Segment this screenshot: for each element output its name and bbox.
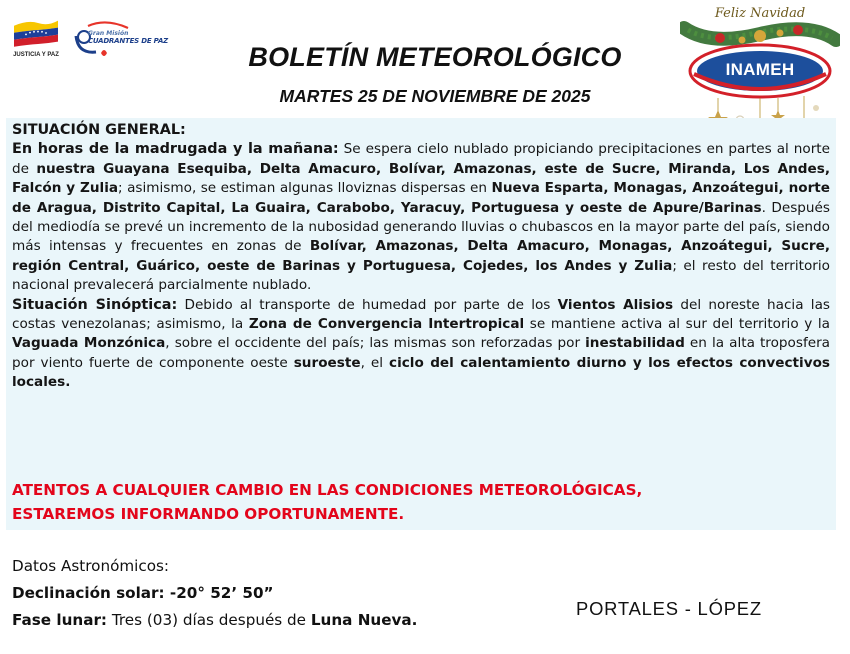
situacion-general-heading: SITUACIÓN GENERAL: [12, 122, 186, 138]
text-run: Se espera cielo nublado propiciando precipitaciones en partes al norte de [12, 141, 831, 177]
sinoptica-label: Situación Sinóptica: [12, 296, 178, 313]
region-list: Nueva Esparta, Monagas, Anzoátegui, norte de Aragua, Distrito Capital, La Guaira, Carabobo, Yaracuy, Portuguesa y oeste de Apure/Barinas [12, 180, 831, 216]
bulletin-title: BOLETÍN METEOROLÓGICO [248, 42, 622, 72]
term: Vientos Alisios [557, 296, 674, 313]
term: inestabilidad [585, 335, 685, 352]
declination-value: -20° 52’ 50” [164, 584, 274, 602]
authors: PORTALES - LÓPEZ [576, 598, 762, 619]
astro-heading: Datos Astronómicos: [12, 557, 170, 575]
region-list: Bolívar, Amazonas, Delta Amacuro, Monagas, Anzoátegui, Sucre, región Central, Guárico, oeste de Barinas y Portuguesa, Cojedes, los Andes y Zulia [12, 238, 830, 274]
bulletin-body [12, 121, 830, 393]
term: Zona de Convergencia Intertropical [248, 316, 525, 333]
term: ciclo del calentamiento diurno y los efectos convectivos locales. [12, 354, 830, 391]
text-run: ; el resto del territorio nacional prevalecerá parcialmente nublado. [12, 257, 830, 294]
text-run: en la alta troposfera por viento fuerte de componente oeste [12, 335, 831, 371]
mission-line-1: Gran Misión [88, 30, 129, 37]
region-list: nuestra Guayana Esequiba, Delta Amacuro, Bolívar, Amazonas, este de Sucre, Miranda, Los Andes, Falcón y Zulia [12, 160, 830, 197]
alert-line-2: ESTAREMOS INFORMANDO OPORTUNAMENTE. [12, 505, 405, 523]
astronomical-data [12, 553, 532, 634]
cuadrantes-de-paz-logo [66, 16, 169, 64]
moon-phase-label: Fase lunar: [12, 611, 108, 629]
mission-line-2: CUADRANTES DE PAZ [88, 37, 169, 45]
bulletin-date: MARTES 25 DE NOVIEMBRE DE 2025 [279, 86, 591, 106]
inameh-brand: INAMEH [725, 60, 795, 79]
alert-line-1: ATENTOS A CUALQUIER CAMBIO EN LAS CONDICIONES METEOROLÓGICAS, [12, 481, 643, 499]
situacion-sinoptica-paragraph [12, 296, 830, 393]
text-run: del noreste hacia las costas venezolanas; asimismo, la [12, 296, 830, 333]
declination-label: Declinación solar: [12, 584, 165, 602]
justicia-paz-logo [10, 20, 62, 60]
text-run: , sobre el occidente del país; las mismas son reforzadas por [165, 335, 586, 352]
moon-phase-value: Luna Nueva. [310, 611, 418, 629]
text-run: se mantiene activa al sur del territorio y la [524, 316, 830, 333]
text-run: Debido al transporte de humedad por parte de los [177, 296, 558, 313]
madrugada-label: En horas de la madrugada y la mañana: [12, 141, 339, 158]
text-run: ; asimismo, se estiman algunas lloviznas dispersas en [118, 180, 492, 197]
situacion-general-paragraph [12, 140, 830, 295]
text-run: , el [360, 354, 390, 371]
moon-phase [12, 607, 532, 634]
term: suroeste [293, 354, 361, 371]
alert-message [12, 478, 832, 526]
text-run: . Después del mediodía se prevé un incremento de la nubosidad generando lluvias o chubascos en la mayor parte del país, siendo más intensas y frecuentes en zonas de [12, 199, 830, 255]
solar-declination [12, 580, 532, 607]
logo-caption: JUSTICIA Y PAZ [13, 52, 59, 58]
term: Vaguada Monzónica [12, 335, 166, 352]
holiday-greeting: Feliz Navidad [714, 6, 806, 21]
moon-phase-text: Tres (03) días después de [107, 611, 311, 629]
